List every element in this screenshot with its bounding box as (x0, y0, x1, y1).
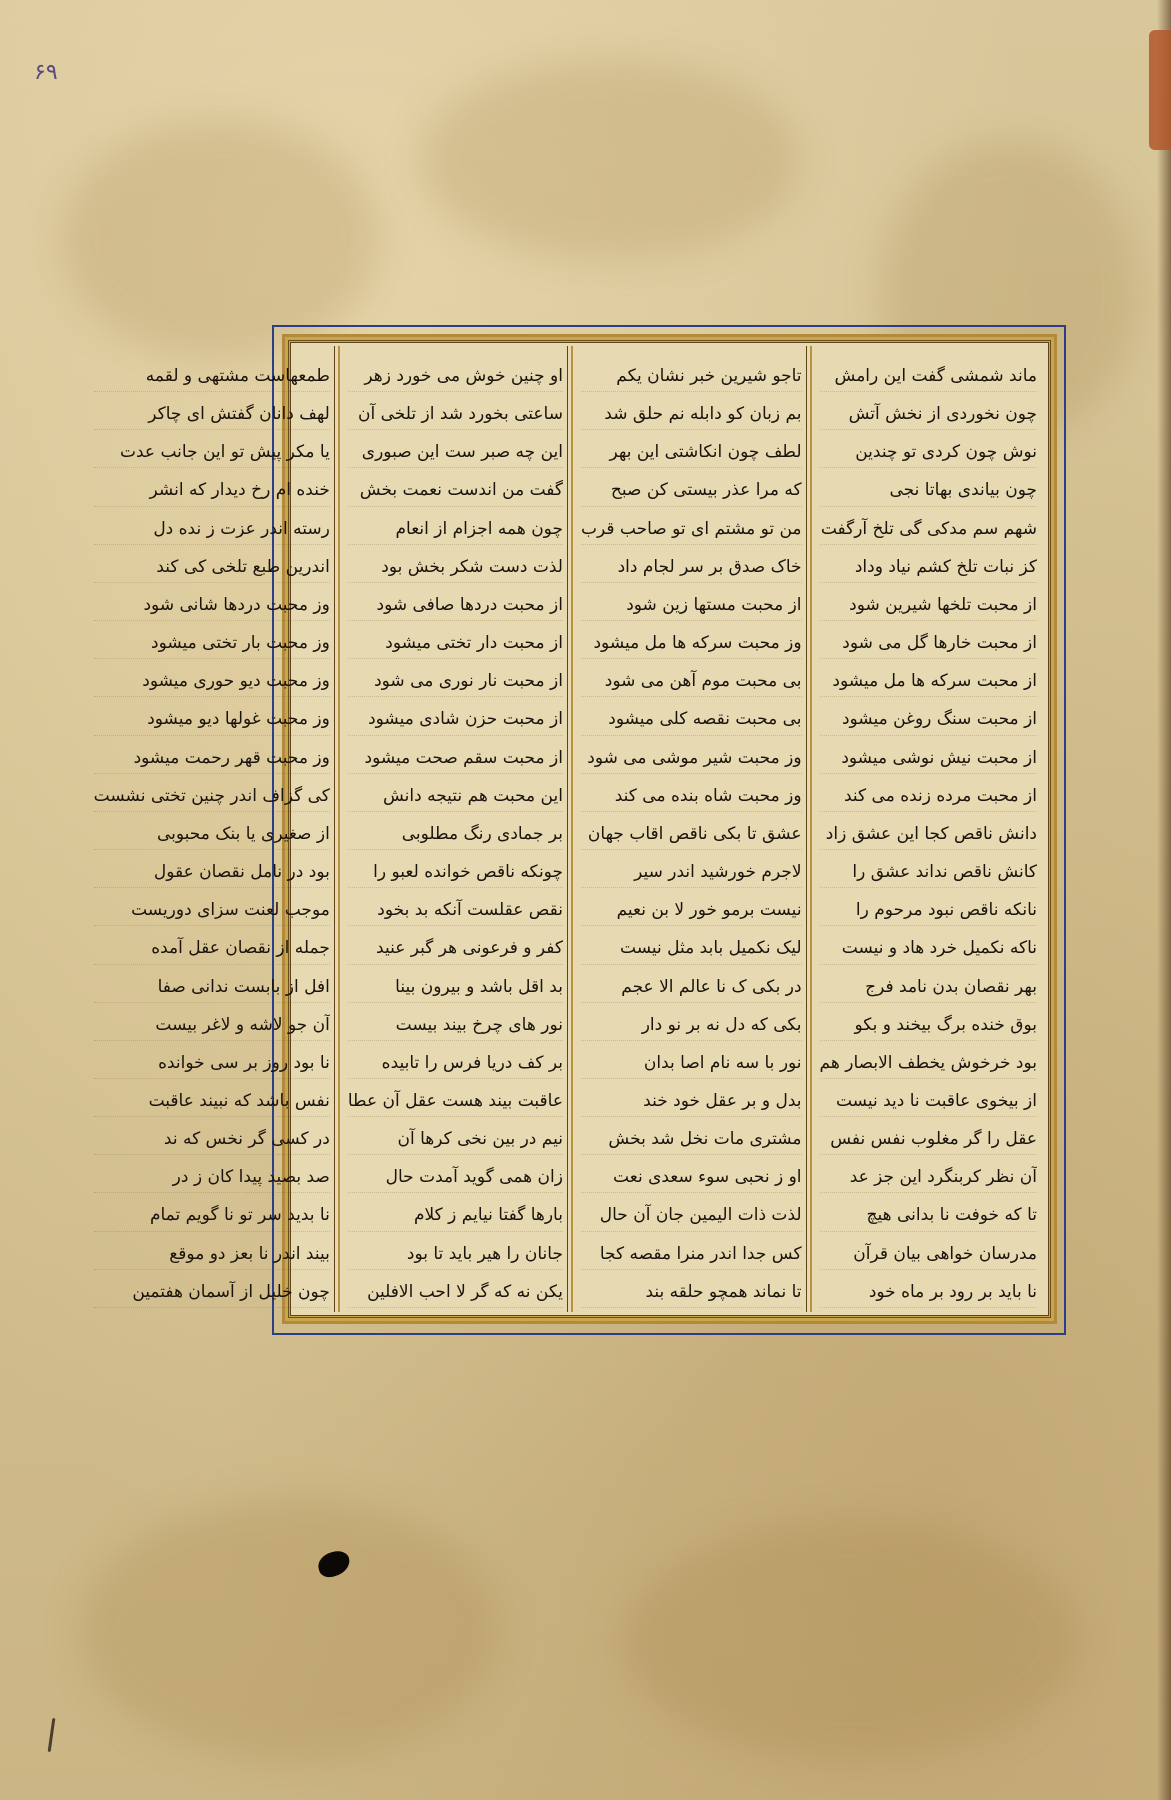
verse-line: افل از بابست ندانی صفا (94, 965, 330, 1003)
verse-line: این محبت هم نتیجه دانش (348, 774, 563, 812)
text-column-2 (571, 346, 810, 1312)
verse-line: اندرین طبع تلخی کی کند (94, 545, 330, 583)
verse-line: وز محبت قهر رحمت میشود (94, 736, 330, 774)
verse-line: بد اقل باشد و بیرون بینا (348, 965, 563, 1003)
verse-line: نا بدید سر تو نا گویم تمام (94, 1193, 330, 1231)
verse-line: شهم سم مدکی گی تلخ آرگفت (820, 507, 1037, 545)
verse-line: کفر و فرعونی هر گبر عنید (348, 926, 563, 964)
verse-line: بود در نامل نقصان عقول (94, 850, 330, 888)
verse-line: لذت دست شکر بخش بود (348, 545, 563, 583)
verse-line: آن نظر کربنگرد این جز عد (820, 1155, 1037, 1193)
verse-line: وز محبت غولها دیو میشود (94, 697, 330, 735)
verse-line: صد بصید پیدا کان ز در (94, 1155, 330, 1193)
verse-line: از محبت دار تختی میشود (348, 621, 563, 659)
verse-line: بود خرخوش یخطف الابصار هم (820, 1041, 1037, 1079)
verse-line: لهف دانان گفتش ای چاکر (94, 392, 330, 430)
verse-line: بکی که دل نه بر نو دار (581, 1003, 802, 1041)
text-columns (93, 346, 1045, 1312)
verse-line: بوق خنده برگ بیخند و بکو (820, 1003, 1037, 1041)
verse-line: از محبت دردها صافی شود (348, 583, 563, 621)
verse-line: من تو مشتم ای تو صاحب قرب (581, 507, 802, 545)
verse-line: از محبت سنگ روغن میشود (820, 697, 1037, 735)
verse-line: بر جمادی رنگ مطلوبی (348, 812, 563, 850)
verse-line: نا باید بر رود بر ماه خود (820, 1270, 1037, 1308)
verse-line: تا نماند همچو حلقه بند (581, 1270, 802, 1308)
verse-line: لذت ذات الیمین جان آن حال (581, 1193, 802, 1231)
verse-line: کانش ناقص نداند عشق را (820, 850, 1037, 888)
text-column-1 (810, 346, 1045, 1312)
verse-line: بیند اندر نا بعز دو موقع (94, 1232, 330, 1270)
verse-line: زان همی گوید آمدت حال (348, 1155, 563, 1193)
text-column-3 (338, 346, 571, 1312)
verse-line: از محبت خارها گل می شود (820, 621, 1037, 659)
verse-line: بی محبت موم آهن می شود (581, 659, 802, 697)
water-stain (60, 120, 380, 360)
verse-line: وز محبت شیر موشی می شود (581, 736, 802, 774)
verse-line: مدرسان خواهی بیان قرآن (820, 1232, 1037, 1270)
verse-line: بدل و بر عقل خود خند (581, 1079, 802, 1117)
verse-line: چون همه اجزام از انعام (348, 507, 563, 545)
verse-line: وز محبت دردها شانی شود (94, 583, 330, 621)
verse-line: از بیخوی عاقبت نا دید نیست (820, 1079, 1037, 1117)
verse-line: یکن نه که گر لا احب الافلین (348, 1270, 563, 1308)
verse-line: که مرا عذر بیستی کن صبح (581, 468, 802, 506)
verse-line: در کسی گر نخس که ند (94, 1117, 330, 1155)
verse-line: این چه صبر ست این صبوری (348, 430, 563, 468)
verse-line: ماند شمشی گفت این رامش (820, 354, 1037, 392)
verse-line: از صغیری یا بنک محبوبی (94, 812, 330, 850)
verse-line: کس جدا اندر منرا مقصه کجا (581, 1232, 802, 1270)
verse-line: از محبت نار نوری می شود (348, 659, 563, 697)
verse-line: نوش چون کردی تو چندین (820, 430, 1037, 468)
verse-line: لیک نکمیل بابد مثل نیست (581, 926, 802, 964)
verse-line: لطف چون انکاشتی این بهر (581, 430, 802, 468)
verse-line: گفت من اندست نعمت بخش (348, 468, 563, 506)
verse-line: نا بود روز بر سی خوانده (94, 1041, 330, 1079)
water-stain (80, 1500, 500, 1760)
verse-line: یا مکر پیش تو این جانب عدت (94, 430, 330, 468)
verse-line: خاک صدق بر سر لجام داد (581, 545, 802, 583)
water-stain (620, 1520, 1080, 1760)
verse-line: تاجو شیرین خبر نشان یکم (581, 354, 802, 392)
page-edge-tab (1149, 30, 1171, 150)
verse-line: عاقبت بیند هست عقل آن عطا (348, 1079, 563, 1117)
water-stain (420, 60, 800, 260)
verse-line: خنده ام رخ دیدار که انشر (94, 468, 330, 506)
corner-mark (48, 1718, 56, 1752)
verse-line: بارها گفتا نیایم ز کلام (348, 1193, 563, 1231)
verse-line: بهر نقصان بدن نامد فرج (820, 965, 1037, 1003)
verse-line: کی گزاف اندر چنین تختی نشست (94, 774, 330, 812)
verse-line: چونکه ناقص خوانده لعبو را (348, 850, 563, 888)
verse-line: از محبت تلخها شیرین شود (820, 583, 1037, 621)
verse-line: چون بیاندی بهاتا نجی (820, 468, 1037, 506)
verse-line: چون خلیل از آسمان هفتمین (94, 1270, 330, 1308)
verse-line: از محبت مرده زنده می کند (820, 774, 1037, 812)
verse-line: موجب لعنت سزای دوریست (94, 888, 330, 926)
binding-edge (1157, 0, 1171, 1800)
verse-line: در بکی ک نا عالم الا عجم (581, 965, 802, 1003)
verse-line: وز محبت سرکه ها مل میشود (581, 621, 802, 659)
verse-line: او ز نحبی سوء سعدی نعت (581, 1155, 802, 1193)
verse-line: نور با سه نام اصا بدان (581, 1041, 802, 1079)
verse-line: چون نخوردی از نخش آتش (820, 392, 1037, 430)
verse-line: او چنین خوش می خورد زهر (348, 354, 563, 392)
verse-line: جانان را هیر باید تا بود (348, 1232, 563, 1270)
verse-line: نانکه ناقص نبود مرحوم را (820, 888, 1037, 926)
verse-line: دانش ناقص کجا این عشق زاد (820, 812, 1037, 850)
verse-line: نیست برمو خور لا بن نعیم (581, 888, 802, 926)
verse-line: ساعتی بخورد شد از تلخی آن (348, 392, 563, 430)
verse-line: کز نبات تلخ کشم نیاد وداد (820, 545, 1037, 583)
verse-line: نفس باشد که نبیند عاقبت (94, 1079, 330, 1117)
verse-line: لاجرم خورشید اندر سیر (581, 850, 802, 888)
verse-line: وز محبت بار تختی میشود (94, 621, 330, 659)
verse-line: وز محبت دیو حوری میشود (94, 659, 330, 697)
verse-line: آن جو لاشه و لاغر بیست (94, 1003, 330, 1041)
verse-line: عشق تا بکی ناقص اقاب جهان (581, 812, 802, 850)
verse-line: عقل را گر مغلوب نفس نفس (820, 1117, 1037, 1155)
verse-line: از محبت سقم صحت میشود (348, 736, 563, 774)
verse-line: جمله از نقصان عقل آمده (94, 926, 330, 964)
verse-line: از محبت نیش نوشی میشود (820, 736, 1037, 774)
verse-line: طمعهاست مشتهی و لقمه (94, 354, 330, 392)
verse-line: ناکه نکمیل خرد هاد و نیست (820, 926, 1037, 964)
verse-line: بم زبان کو دابله نم حلق شد (581, 392, 802, 430)
verse-line: از محبت مستها زین شود (581, 583, 802, 621)
verse-line: از محبت حزن شادی میشود (348, 697, 563, 735)
verse-line: نور های چرخ بیند بیست (348, 1003, 563, 1041)
verse-line: رسته اندر عزت ز نده دل (94, 507, 330, 545)
verse-line: تا که خوفت نا بدانی هیچ (820, 1193, 1037, 1231)
verse-line: از محبت سرکه ها مل میشود (820, 659, 1037, 697)
verse-line: نقص عقلست آنکه بد بخود (348, 888, 563, 926)
folio-number: ۶۹ (34, 60, 58, 85)
verse-line: بر کف دریا فرس را تابیده (348, 1041, 563, 1079)
text-column-4 (86, 346, 338, 1312)
verse-line: بی محبت نقصه کلی میشود (581, 697, 802, 735)
verse-line: نیم در بین نخی کرها آن (348, 1117, 563, 1155)
verse-line: وز محبت شاه بنده می کند (581, 774, 802, 812)
verse-line: مشتری مات نخل شد بخش (581, 1117, 802, 1155)
